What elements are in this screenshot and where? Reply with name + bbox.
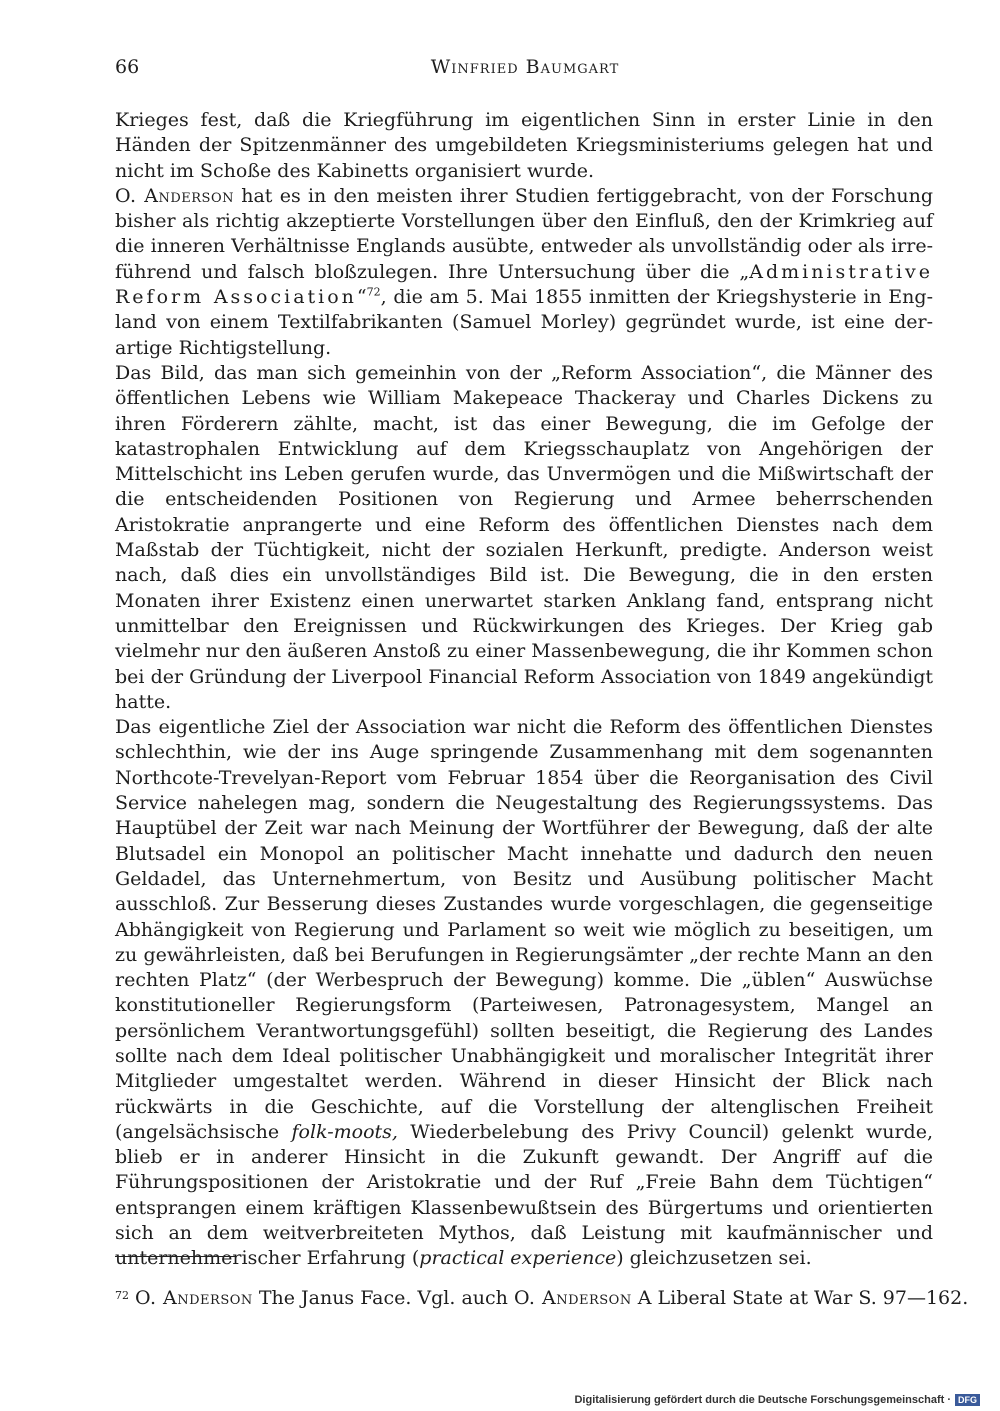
footnote-author: O. Anderson [513, 1287, 632, 1309]
footnote-reference: 72 [366, 285, 381, 299]
author-name: O. Anderson [115, 184, 234, 207]
paragraph-2-text-a: hat es in den meisten ihrer Studien fertiggebracht, von der Forschung bisher als richtig akzeptierte Vorstellungen über den Einfluß, den der Krimkrieg auf die inneren Verhältnisse Englands ausübte, entweder als unvollständig oder als irreführend und falsch bloßzulegen. Ihre Untersuchung über die „ [115, 184, 934, 283]
paragraph-2-text-b: “ [356, 286, 367, 309]
digitization-notice [574, 1394, 980, 1410]
footnote-author: O. Anderson [135, 1287, 253, 1309]
spaced-title: Administrative Reform Association [115, 260, 933, 309]
paragraph-3: Das Bild, das man sich gemeinhin von der „Reform Association“, die Männer des öffentlichen Lebens wie William Makepeace Thackeray und Charles Dickens zu ihren Förderern zählte, macht, ist das einer Bewegung, die im Gefolge der katastrophalen Entwicklung auf dem Kriegsschauplatz von Angehörigen der Mittelschicht ins Leben gerufen wurde, das Unvermögen und die Mißwirtschaft der die entscheidenden Positionen von Regierung und Armee beherrschenden Aristokratie anprangerte und eine Reform des öffentlichen Dienstes nach dem Maßstab der Tüchtigkeit, nicht der sozialen Herkunft, predigte. Anderson weist nach, daß dies ein unvollständiges Bild ist. Die Bewegung, die in den ersten Monaten ihrer Existenz einen unerwartet starken Anklang fand, entsprang nicht unmittelbar den Ereignissen und Rückwirkungen des Krieges. Der Krieg gab vielmehr nur den äußeren Anstoß zu einer Massenbewegung, die ihr Kommen schon bei der Gründung der Liverpool Financial Reform Association von 1849 angekündigt hatte. [115, 361, 933, 713]
paragraph-4-text-b: Wiederbelebung des Privy Council) gelenkt wurde, blieb er in anderer Hinsicht in die Zukunft gewandt. Der Angriff auf die Führungspositionen der Aristokratie und der Ruf „Freie Bahn dem Tüchtigen“ entsprangen einem kräftigen Klassenbewußtsein des Bürgertums und orientierten sich an dem weitverbreiteten Mythos, daß Leistung mit kaufmännischer und unternehmerischer Erfahrung ( [115, 1120, 934, 1270]
dfg-logo-icon: DFG [955, 1394, 980, 1406]
italic-term-folk-moots: folk-moots, [291, 1120, 398, 1143]
running-head-author: Winfried Baumgart [430, 56, 620, 78]
footnote-72 [115, 1284, 969, 1310]
footnote-number: 72 [115, 1289, 129, 1302]
main-text [115, 108, 933, 1272]
footnote-divider [115, 1256, 235, 1257]
footnote-text-2: A Liberal State at War S. 97—162. [631, 1287, 969, 1309]
page-header [115, 56, 935, 86]
italic-term-practical-experience: practical experience [419, 1247, 617, 1270]
paragraph-4-text-c: ) gleichzusetzen sei. [616, 1247, 812, 1270]
paragraph-4-text-a: Das eigentliche Ziel der Association war nicht die Reform des öffentlichen Dienstes schlechthin, wie der ins Auge springende Zusammenhang mit dem sogenannten Northcote-Trevelyan-Report vom Februar 1854 über die Reorganisation des Civil Service nahelegen mag, sondern die Neugestaltung des Regierungssystems. Das Hauptübel der Zeit war nach Meinung der Wortführer der Bewegung, daß der alte Blutsadel ein Monopol an politischer Macht innehatte und dadurch den neuen Geldadel, das Unternehmertum, von Besitz und Ausübung politischer Macht ausschloß. Zur Besserung dieses Zustandes wurde vorgeschlagen, die gegenseitige Abhängigkeit von Regierung und Parlament so weit wie möglich zu beseitigen, um zu gewährleisten, daß bei Berufungen in Regierungsämter „der rechte Mann an den rechten Platz“ (der Werbespruch der Bewegung) komme. Die „üblen“ Auswüchse konstitutioneller Regierungsform (Parteiwesen, Patronagesystem, Mangel an persönlichem Verantwortungsgefühl) sollten beseitigt, die Regierung des Landes sollte nach dem Ideal politischer Unabhängigkeit und moralischer Integrität ihrer Mitglieder umgestaltet werden. Während in dieser Hinsicht der Blick nach rückwärts in die Geschichte, auf die Vorstellung der altenglischen Freiheit (angelsächsische [115, 716, 933, 1143]
page-number: 66 [115, 56, 140, 78]
footnote-text-1: The Janus Face. Vgl. auch [252, 1287, 514, 1309]
paragraph-4 [115, 715, 933, 1272]
paragraph-2 [115, 184, 933, 361]
paragraph-2-text-c: , die am 5. Mai 1855 inmitten der Kriegshysterie in England von einem Textilfabrikanten (Samuel Morley) gegründet wurde, ist eine derartige Richtigstellung. [115, 286, 933, 359]
digitization-text: Digitalisierung gefördert durch die Deutsche Forschungsgemeinschaft · [574, 1394, 951, 1406]
paragraph-1: Krieges fest, daß die Kriegführung im eigentlichen Sinn in erster Linie in den Händen der Spitzenmänner des umgebildeten Kriegsministeriums gelegen hat und nicht im Schoße des Kabinetts organisiert wurde. [115, 109, 933, 182]
